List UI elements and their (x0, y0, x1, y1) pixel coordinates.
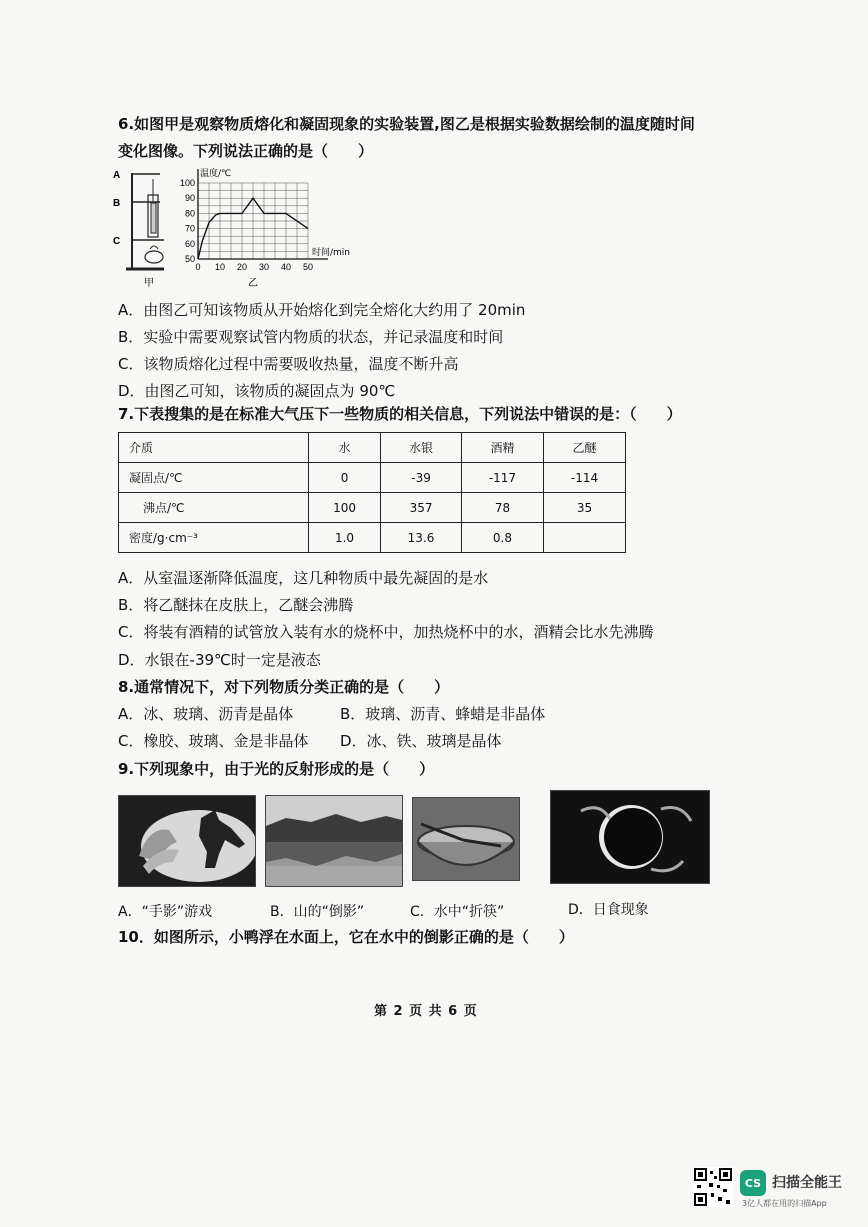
apparatus-label-c: C (113, 236, 121, 247)
x-tick-label: 10 (214, 262, 226, 272)
hand-shadow-photo (118, 795, 256, 887)
table-row (119, 433, 626, 463)
bent-chopstick-photo (412, 797, 520, 881)
y-axis-label: 温度/℃ (200, 169, 232, 179)
q7-option-c: C．将装有酒精的试管放入装有水的烧杯中，加热烧杯中的水，酒精会比水先沸腾 (118, 623, 654, 641)
y-tick-label: 100 (179, 178, 195, 188)
table-cell: 水银 (381, 433, 462, 463)
q6-option-a: A．由图乙可知该物质从开始熔化到完全熔化大约用了 20min (118, 301, 526, 319)
q7-option-a: A．从室温逐渐降低温度，这几种物质中最先凝固的是水 (118, 569, 489, 587)
x-tick-label: 0 (195, 262, 201, 272)
q9-caption-a: A．“手影”游戏 (118, 904, 213, 920)
q7-table (118, 432, 626, 553)
q6-option-c: C．该物质熔化过程中需要吸收热量，温度不断升高 (118, 355, 459, 373)
q6-option-d: D．由图乙可知，该物质的凝固点为 90℃ (118, 382, 396, 400)
q8-option-c: C．橡胶、玻璃、金是非晶体 (118, 732, 309, 750)
q6-stem-line2: 变化图像。下列说法正确的是（ ） (118, 142, 374, 160)
solar-eclipse-photo (550, 790, 710, 884)
table-cell: -114 (543, 463, 625, 493)
q9-caption-d: D．日食现象 (568, 902, 649, 918)
q7-option-b: B．将乙醚抹在皮肤上，乙醚会沸腾 (118, 596, 354, 614)
q8-option-a: A．冰、玻璃、沥青是晶体 (118, 705, 294, 723)
table-cell: 介质 (119, 433, 309, 463)
y-tick-label: 90 (184, 193, 195, 204)
table-cell: 357 (381, 493, 462, 523)
x-tick-label: 50 (302, 262, 314, 272)
y-tick-label: 60 (184, 238, 195, 249)
x-axis-label: 时间/min (312, 248, 351, 258)
table-cell: 凝固点/℃ (119, 463, 309, 493)
camscanner-slogan: 3亿人都在用的扫描App (742, 1199, 827, 1208)
x-tick-label: 40 (280, 262, 292, 272)
table-cell (543, 523, 625, 553)
table-cell: 78 (461, 493, 543, 523)
apparatus-label-b: B (113, 198, 121, 209)
q8-option-b: B．玻璃、沥青、蜂蜡是非晶体 (340, 705, 546, 723)
table-cell: 酒精 (461, 433, 543, 463)
q6-option-b: B．实验中需要观察试管内物质的状态，并记录温度和时间 (118, 328, 504, 346)
x-tick-label: 20 (236, 262, 248, 272)
temperature-time-chart (178, 165, 368, 290)
table-cell: -117 (461, 463, 543, 493)
fig-yi-label: 乙 (248, 278, 258, 289)
y-tick-label: 50 (184, 254, 195, 264)
table-row (119, 463, 626, 493)
x-tick-label: 30 (258, 262, 270, 272)
q8-option-d: D．冰、铁、玻璃是晶体 (340, 732, 502, 750)
table-cell: 35 (543, 493, 625, 523)
apparatus-figure (112, 165, 174, 290)
table-cell: -39 (381, 463, 462, 493)
table-cell: 密度/g·cm⁻³ (119, 523, 309, 553)
fig-jia-label: 甲 (144, 278, 154, 289)
table-row (119, 493, 626, 523)
page-footer: 第 2 页 共 6 页 (374, 1004, 478, 1019)
apparatus-label-a: A (113, 170, 121, 181)
q7-option-d: D．水银在-39℃时一定是液态 (118, 651, 321, 669)
mountain-reflection-photo (265, 795, 403, 887)
table-cell: 沸点/℃ (119, 493, 309, 523)
camscanner-logo-icon: CS (740, 1170, 766, 1196)
table-row (119, 523, 626, 553)
y-tick-label: 70 (184, 223, 195, 234)
q9-caption-c: C．水中“折筷” (410, 904, 505, 920)
q8-stem: 8.通常情况下，对下列物质分类正确的是（ ） (118, 678, 450, 696)
table-cell: 13.6 (381, 523, 462, 553)
qr-code-icon (693, 1167, 733, 1207)
q10-stem: 10．如图所示，小鸭浮在水面上，它在水中的倒影正确的是（ ） (118, 928, 574, 946)
q6-stem-line1: 6.如图甲是观察物质熔化和凝固现象的实验装置,图乙是根据实验数据绘制的温度随时间 (118, 115, 695, 133)
q7-stem: 7.下表搜集的是在标准大气压下一些物质的相关信息，下列说法中错误的是：（ ） (118, 405, 682, 423)
y-tick-label: 80 (184, 208, 195, 219)
table-cell: 乙醚 (543, 433, 625, 463)
camscanner-name: 扫描全能王 (772, 1175, 842, 1191)
table-cell: 0.8 (461, 523, 543, 553)
q9-caption-b: B．山的“倒影” (270, 904, 365, 920)
table-cell: 1.0 (308, 523, 380, 553)
table-cell: 水 (308, 433, 380, 463)
table-cell: 100 (308, 493, 380, 523)
q9-stem: 9.下列现象中，由于光的反射形成的是（ ） (118, 760, 435, 778)
table-cell: 0 (308, 463, 380, 493)
